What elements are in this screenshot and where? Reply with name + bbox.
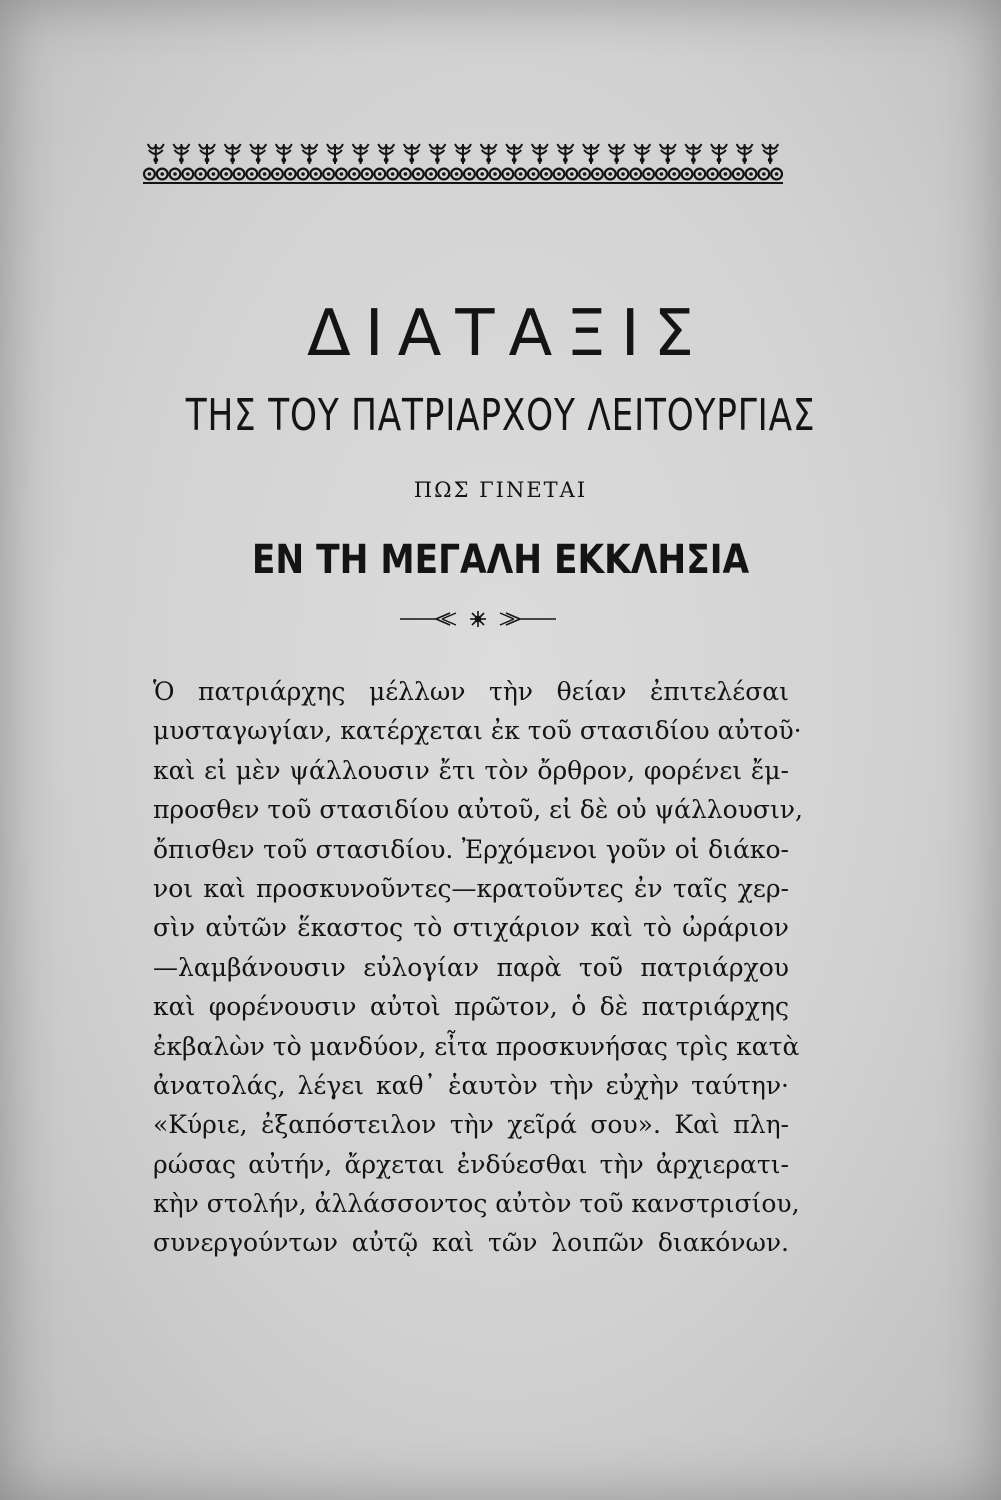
fleuron-unit — [682, 144, 706, 179]
document-title: ΔΙΑΤΑΞΙΣ — [306, 297, 709, 371]
fleuron-border-ornament — [143, 140, 783, 188]
fleuron-unit — [477, 144, 501, 179]
document-bold-heading: ΕΝ ΤΗ ΜΕΓΑΛΗ ΕΚΚΛΗΣΙΑ — [251, 537, 750, 583]
body-text-line: ρώσας αὐτήν, ἄρχεται ἐνδύεσθαι τὴν ἀρχιερατι- — [153, 1149, 789, 1179]
fleuron-unit — [426, 144, 450, 179]
body-text-line: προσθεν τοῦ στασιδίου αὐτοῦ, εἰ δὲ οὐ ψάλλουσιν, — [153, 795, 803, 825]
fleuron-unit — [272, 144, 296, 179]
fleuron-unit — [144, 144, 168, 179]
fleuron-unit — [195, 144, 219, 179]
fleuron-unit — [579, 144, 603, 179]
body-text-line: σὶν αὐτῶν ἕκαστος τὸ στιχάριον καὶ τὸ ὠράριον — [153, 913, 789, 943]
fleuron-unit — [451, 144, 475, 179]
fleuron-unit — [170, 144, 194, 179]
body-text-line: νοι καὶ προσκυνοῦντες—κρατοῦντες ἐν ταῖς χερ- — [153, 873, 789, 903]
document-subtitle: ΤΗΣ ΤΟΥ ΠΑΤΡΙΑΡΧΟΥ ΛΕΙΤΟΥΡΓΙΑΣ — [185, 390, 816, 441]
body-paragraph — [153, 672, 803, 1263]
fleuron-unit — [400, 144, 424, 179]
body-text-line: —λαμβάνουσιν εὐλογίαν παρὰ τοῦ πατριάρχου — [153, 952, 789, 982]
body-text-line: κὴν στολήν, ἀλλάσσοντος αὐτὸν τοῦ κανστρισίου, — [153, 1189, 800, 1219]
fleuron-unit — [733, 144, 757, 179]
body-text-line: ἐκβαλὼν τὸ μανδύον, εἶτα προσκυνήσας τρὶς κατὰ — [153, 1031, 800, 1061]
body-text-line: Ὁ πατριάρχης μέλλων τὴν θείαν ἐπιτελέσαι — [153, 677, 789, 706]
fleuron-unit — [554, 144, 578, 179]
body-text-line: καὶ εἰ μὲν ψάλλουσιν ἔτι τὸν ὄρθρον, φορένει ἔμ- — [153, 755, 789, 785]
body-text-line: συνεργούντων αὐτῷ καὶ τῶν λοιπῶν διακόνων. — [153, 1228, 789, 1258]
fleuron-divider-ornament — [398, 604, 558, 634]
fleuron-unit — [605, 144, 629, 179]
fleuron-unit — [246, 144, 270, 179]
fleuron-unit — [528, 144, 552, 179]
fleuron-unit — [502, 144, 526, 179]
body-text-line: μυσταγωγίαν, κατέρχεται ἐκ τοῦ στασιδίου αὐτοῦ· — [153, 716, 802, 746]
fleuron-unit — [374, 144, 398, 179]
body-text-line: ὄπισθεν τοῦ στασιδίου. Ἐρχόμενοι γοῦν οἱ διάκο- — [153, 834, 789, 864]
body-text-line: ἀνατολάς, λέγει καθ᾽ ἑαυτὸν τὴν εὐχὴν ταύτην· — [153, 1070, 789, 1100]
fleuron-unit — [707, 144, 731, 179]
fleuron-unit — [758, 144, 782, 179]
body-text-line: «Κύριε, ἐξαπόστειλον τὴν χεῖρά σου». Καὶ πλη- — [153, 1110, 789, 1140]
fleuron-unit — [221, 144, 245, 179]
fleuron-unit — [323, 144, 347, 179]
fleuron-unit — [656, 144, 680, 179]
fleuron-unit — [349, 144, 373, 179]
body-text-line: καὶ φορένουσιν αὐτοὶ πρῶτον, ὁ δὲ πατριάρχης — [153, 992, 789, 1022]
fleuron-unit — [298, 144, 322, 179]
fleuron-unit — [630, 144, 654, 179]
document-small-heading: ΠΩΣ ΓΙΝΕΤΑΙ — [413, 478, 588, 502]
